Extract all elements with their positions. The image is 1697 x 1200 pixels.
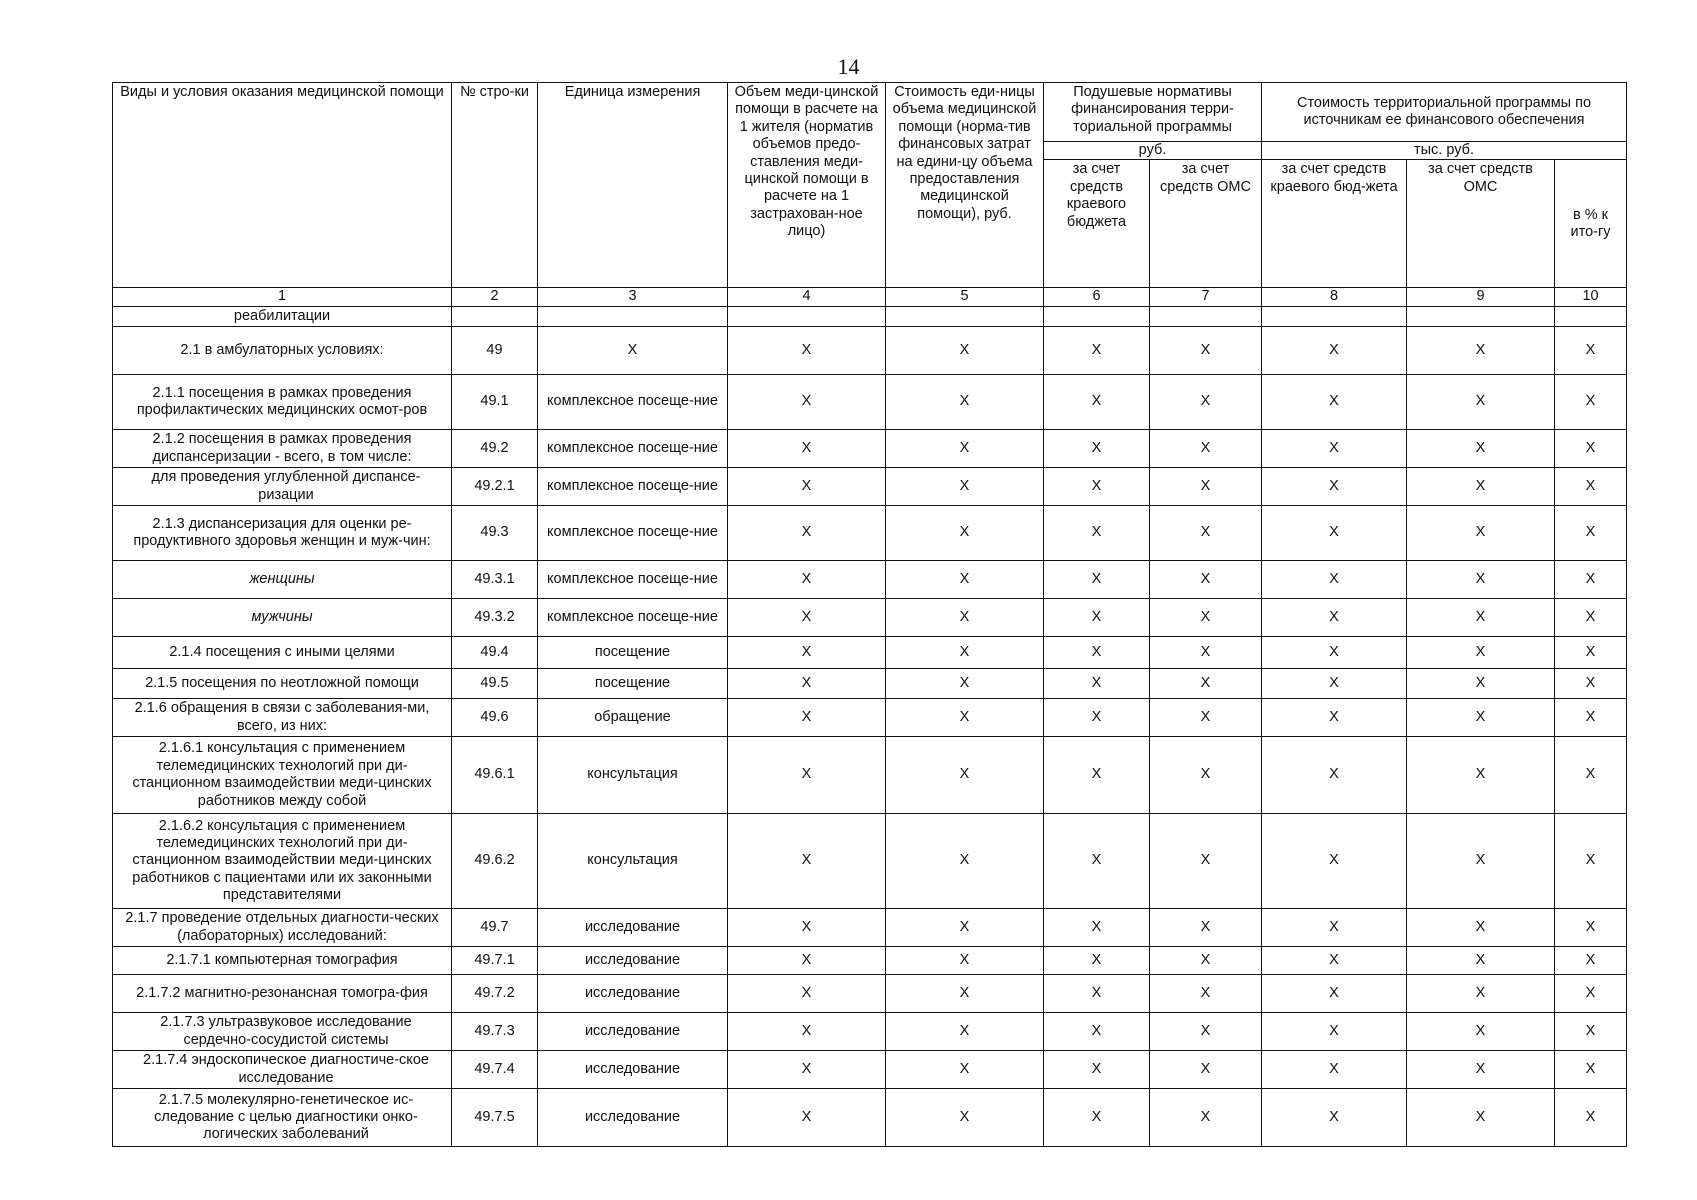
row-line-number <box>452 306 538 326</box>
row-value-cell: Х <box>1262 1051 1407 1089</box>
row-line-number: 49.3.1 <box>452 561 538 599</box>
row-value-cell <box>1407 306 1555 326</box>
column-number: 2 <box>452 288 538 306</box>
row-value-cell: Х <box>1555 947 1627 975</box>
row-value-cell: Х <box>728 599 886 637</box>
row-value-cell: Х <box>1262 327 1407 375</box>
row-unit: комплексное посеще-ние <box>538 561 728 599</box>
row-value-cell <box>1150 306 1262 326</box>
row-value-cell: Х <box>1044 468 1150 506</box>
row-line-number: 49.7.1 <box>452 947 538 975</box>
row-value-cell: Х <box>728 814 886 909</box>
row-value-cell: Х <box>1262 468 1407 506</box>
table-row <box>113 561 1627 599</box>
row-value-cell <box>886 306 1044 326</box>
row-value-cell: Х <box>1044 737 1150 814</box>
row-value-cell: Х <box>1262 1013 1407 1051</box>
row-value-cell: Х <box>1407 561 1555 599</box>
row-unit: исследование <box>538 1013 728 1051</box>
row-value-cell: Х <box>886 909 1044 947</box>
row-value-cell: Х <box>1044 327 1150 375</box>
row-unit: посещение <box>538 637 728 669</box>
row-line-number: 49.3.2 <box>452 599 538 637</box>
row-line-number: 49.7.3 <box>452 1013 538 1051</box>
row-value-cell: Х <box>1044 947 1150 975</box>
row-value-cell: Х <box>1262 375 1407 430</box>
row-value-cell: Х <box>728 637 886 669</box>
row-value-cell: Х <box>728 1013 886 1051</box>
row-value-cell: Х <box>728 1051 886 1089</box>
row-value-cell: Х <box>1150 637 1262 669</box>
row-line-number: 49.1 <box>452 375 538 430</box>
header-volume: Объем меди-цинской помощи в расчете на 1 жителя (норматив объемов предо-ставления меди-цинской помощи в расчете на 1 застрахован-ное лицо) <box>728 83 886 288</box>
row-value-cell: Х <box>886 561 1044 599</box>
table-row <box>113 637 1627 669</box>
row-value-cell: Х <box>1407 1013 1555 1051</box>
row-value-cell: Х <box>1555 814 1627 909</box>
row-value-cell: Х <box>1407 1089 1555 1147</box>
row-care-type: 2.1.7.1 компьютерная томография <box>113 947 452 975</box>
medical-care-cost-table <box>112 82 1627 1147</box>
header-program-cost-group: Стоимость территориальной программы по источникам ее финансового обеспечения <box>1262 83 1627 142</box>
row-value-cell: Х <box>1407 637 1555 669</box>
row-care-type: 2.1.7.2 магнитно-резонансная томогра-фия <box>113 975 452 1013</box>
row-value-cell: Х <box>1555 599 1627 637</box>
row-unit <box>538 306 728 326</box>
row-value-cell: Х <box>1407 1051 1555 1089</box>
header-unit-rub: руб. <box>1044 142 1262 160</box>
row-value-cell: Х <box>1555 1013 1627 1051</box>
row-value-cell: Х <box>1407 327 1555 375</box>
row-line-number: 49.7.4 <box>452 1051 538 1089</box>
row-value-cell: Х <box>1555 669 1627 699</box>
row-care-type: 2.1.4 посещения с иными целями <box>113 637 452 669</box>
header-unit: Единица измерения <box>538 83 728 288</box>
row-value-cell: Х <box>1262 947 1407 975</box>
row-value-cell: Х <box>1150 909 1262 947</box>
row-line-number: 49.2 <box>452 430 538 468</box>
table-row <box>113 737 1627 814</box>
row-value-cell: Х <box>1555 909 1627 947</box>
row-value-cell: Х <box>1555 1089 1627 1147</box>
row-value-cell: Х <box>1555 375 1627 430</box>
column-number: 10 <box>1555 288 1627 306</box>
row-value-cell: Х <box>1262 506 1407 561</box>
column-number: 8 <box>1262 288 1407 306</box>
row-value-cell: Х <box>728 430 886 468</box>
row-unit: исследование <box>538 909 728 947</box>
row-value-cell <box>728 306 886 326</box>
table-row <box>113 669 1627 699</box>
row-unit: комплексное посеще-ние <box>538 599 728 637</box>
header-oms: за счет средств ОМС <box>1150 160 1262 288</box>
row-value-cell: Х <box>886 599 1044 637</box>
row-value-cell: Х <box>728 699 886 737</box>
row-value-cell: Х <box>886 506 1044 561</box>
row-value-cell: Х <box>1555 975 1627 1013</box>
row-value-cell: Х <box>1555 561 1627 599</box>
row-value-cell: Х <box>1407 814 1555 909</box>
row-value-cell: Х <box>886 669 1044 699</box>
row-value-cell: Х <box>886 1089 1044 1147</box>
row-value-cell: Х <box>1150 1013 1262 1051</box>
row-unit: исследование <box>538 975 728 1013</box>
row-value-cell: Х <box>728 468 886 506</box>
row-value-cell: Х <box>1407 468 1555 506</box>
row-care-type: женщины <box>113 561 452 599</box>
row-value-cell: Х <box>886 814 1044 909</box>
row-value-cell: Х <box>1555 737 1627 814</box>
row-value-cell: Х <box>886 737 1044 814</box>
header-unit-cost: Стоимость еди-ницы объема медицинской помощи (норма-тив финансовых затрат на едини-цу объема предоставления медицинской помощи), руб. <box>886 83 1044 288</box>
row-care-type: 2.1.7.4 эндоскопическое диагностиче-ское исследование <box>113 1051 452 1089</box>
row-value-cell: Х <box>1150 375 1262 430</box>
table-row <box>113 699 1627 737</box>
row-value-cell: Х <box>886 975 1044 1013</box>
column-numbers-row <box>113 288 1627 306</box>
row-care-type: 2.1.6.1 консультация с применением телемедицинских технологий при ди-станционном взаимодействии меди-цинских работников между собой <box>113 737 452 814</box>
row-care-type: реабилитации <box>113 306 452 326</box>
column-number: 5 <box>886 288 1044 306</box>
row-value-cell: Х <box>1044 430 1150 468</box>
row-value-cell: Х <box>728 737 886 814</box>
row-value-cell: Х <box>886 637 1044 669</box>
row-value-cell: Х <box>1150 669 1262 699</box>
row-value-cell: Х <box>1407 737 1555 814</box>
row-value-cell: Х <box>1044 1089 1150 1147</box>
row-line-number: 49.7 <box>452 909 538 947</box>
row-unit: комплексное посеще-ние <box>538 506 728 561</box>
row-value-cell: Х <box>1262 737 1407 814</box>
table-row <box>113 506 1627 561</box>
row-value-cell: Х <box>1262 814 1407 909</box>
row-value-cell: Х <box>1262 637 1407 669</box>
row-value-cell: Х <box>1555 327 1627 375</box>
row-value-cell: Х <box>1044 1051 1150 1089</box>
column-number: 9 <box>1407 288 1555 306</box>
row-line-number: 49.2.1 <box>452 468 538 506</box>
row-unit: исследование <box>538 1089 728 1147</box>
row-value-cell: Х <box>1555 430 1627 468</box>
table-row <box>113 1089 1627 1147</box>
row-value-cell: Х <box>1044 669 1150 699</box>
row-value-cell: Х <box>1150 975 1262 1013</box>
header-line-number: № стро-ки <box>452 83 538 288</box>
row-care-type: 2.1.7 проведение отдельных диагности-ческих (лабораторных) исследований: <box>113 909 452 947</box>
row-value-cell: Х <box>886 430 1044 468</box>
row-value-cell: Х <box>1044 599 1150 637</box>
row-care-type: 2.1.3 диспансеризация для оценки ре-продуктивного здоровья женщин и муж-чин: <box>113 506 452 561</box>
table-row <box>113 306 1627 326</box>
row-line-number: 49.3 <box>452 506 538 561</box>
header-unit-thousand-rub: тыс. руб. <box>1262 142 1627 160</box>
row-care-type: 2.1.6 обращения в связи с заболевания-ми, всего, из них: <box>113 699 452 737</box>
table-row <box>113 1013 1627 1051</box>
row-value-cell: Х <box>1407 375 1555 430</box>
row-value-cell: Х <box>886 947 1044 975</box>
row-unit: консультация <box>538 737 728 814</box>
row-line-number: 49.6.2 <box>452 814 538 909</box>
row-line-number: 49.7.2 <box>452 975 538 1013</box>
row-value-cell: Х <box>1044 1013 1150 1051</box>
row-value-cell: Х <box>1150 506 1262 561</box>
row-unit: посещение <box>538 669 728 699</box>
row-value-cell: Х <box>1150 561 1262 599</box>
row-line-number: 49 <box>452 327 538 375</box>
table-row <box>113 599 1627 637</box>
row-value-cell: Х <box>1407 506 1555 561</box>
row-value-cell: Х <box>728 1089 886 1147</box>
page-number: 14 <box>837 54 860 79</box>
row-value-cell: Х <box>1262 430 1407 468</box>
row-unit: Х <box>538 327 728 375</box>
row-value-cell: Х <box>1555 699 1627 737</box>
row-value-cell: Х <box>1150 430 1262 468</box>
row-value-cell: Х <box>1407 599 1555 637</box>
row-value-cell: Х <box>1044 506 1150 561</box>
row-unit: консультация <box>538 814 728 909</box>
row-unit: комплексное посеще-ние <box>538 430 728 468</box>
row-care-type: 2.1.7.5 молекулярно-генетическое ис-следование с целью диагностики онко-логических заболеваний <box>113 1089 452 1147</box>
table-row <box>113 1051 1627 1089</box>
row-care-type: 2.1.5 посещения по неотложной помощи <box>113 669 452 699</box>
row-value-cell: Х <box>728 327 886 375</box>
row-unit: обращение <box>538 699 728 737</box>
row-value-cell: Х <box>728 909 886 947</box>
row-value-cell: Х <box>1407 975 1555 1013</box>
row-value-cell: Х <box>1150 737 1262 814</box>
row-value-cell: Х <box>728 947 886 975</box>
row-care-type: для проведения углубленной диспансе-ризации <box>113 468 452 506</box>
column-number: 3 <box>538 288 728 306</box>
row-value-cell: Х <box>1150 1051 1262 1089</box>
table-row <box>113 468 1627 506</box>
row-unit: комплексное посеще-ние <box>538 468 728 506</box>
table-row <box>113 909 1627 947</box>
row-value-cell: Х <box>1044 814 1150 909</box>
row-value-cell <box>1044 306 1150 326</box>
table-row <box>113 430 1627 468</box>
row-line-number: 49.7.5 <box>452 1089 538 1147</box>
row-value-cell: Х <box>1262 699 1407 737</box>
header-per-capita-group: Подушевые нормативы финансирования терри-ториальной программы <box>1044 83 1262 142</box>
row-care-type: 2.1.1 посещения в рамках проведения профилактических медицинских осмот-ров <box>113 375 452 430</box>
row-line-number: 49.6.1 <box>452 737 538 814</box>
row-value-cell: Х <box>886 327 1044 375</box>
row-value-cell: Х <box>1407 430 1555 468</box>
row-value-cell: Х <box>1262 599 1407 637</box>
row-unit: исследование <box>538 1051 728 1089</box>
row-value-cell: Х <box>886 1051 1044 1089</box>
row-value-cell: Х <box>1044 375 1150 430</box>
row-line-number: 49.5 <box>452 669 538 699</box>
row-line-number: 49.6 <box>452 699 538 737</box>
row-value-cell: Х <box>1407 669 1555 699</box>
row-value-cell: Х <box>1044 561 1150 599</box>
row-value-cell: Х <box>1555 506 1627 561</box>
header-percent-total: в % к ито-гу <box>1555 160 1627 288</box>
row-value-cell: Х <box>1150 814 1262 909</box>
column-number: 4 <box>728 288 886 306</box>
row-value-cell: Х <box>1150 599 1262 637</box>
row-value-cell: Х <box>886 699 1044 737</box>
row-value-cell: Х <box>1262 909 1407 947</box>
row-value-cell: Х <box>1555 637 1627 669</box>
row-value-cell: Х <box>728 375 886 430</box>
row-care-type: 2.1.6.2 консультация с применением телемедицинских технологий при ди-станционном взаимодействии меди-цинских работников с пациентами или их законными представителями <box>113 814 452 909</box>
row-value-cell: Х <box>1150 327 1262 375</box>
table-row <box>113 975 1627 1013</box>
table-row <box>113 327 1627 375</box>
row-value-cell: Х <box>728 669 886 699</box>
table-body <box>113 306 1627 1146</box>
row-value-cell: Х <box>886 375 1044 430</box>
row-value-cell: Х <box>886 1013 1044 1051</box>
row-value-cell: Х <box>1555 468 1627 506</box>
row-care-type: 2.1.2 посещения в рамках проведения диспансеризации - всего, в том числе: <box>113 430 452 468</box>
row-value-cell: Х <box>1150 1089 1262 1147</box>
header-oms-cost: за счет средств ОМС <box>1407 160 1555 288</box>
row-value-cell: Х <box>1150 947 1262 975</box>
row-value-cell: Х <box>1407 947 1555 975</box>
row-value-cell <box>1262 306 1407 326</box>
row-value-cell: Х <box>1407 699 1555 737</box>
row-value-cell: Х <box>728 506 886 561</box>
row-value-cell: Х <box>1150 699 1262 737</box>
table-row <box>113 947 1627 975</box>
row-value-cell: Х <box>1407 909 1555 947</box>
column-number: 7 <box>1150 288 1262 306</box>
row-value-cell: Х <box>1044 699 1150 737</box>
row-value-cell: Х <box>1044 975 1150 1013</box>
row-unit: исследование <box>538 947 728 975</box>
table-row <box>113 814 1627 909</box>
row-value-cell: Х <box>1150 468 1262 506</box>
row-value-cell: Х <box>1044 637 1150 669</box>
header-regional-budget-cost: за счет средств краевого бюд-жета <box>1262 160 1407 288</box>
row-care-type: мужчины <box>113 599 452 637</box>
row-value-cell: Х <box>728 975 886 1013</box>
row-care-type: 2.1.7.3 ультразвуковое исследование сердечно-сосудистой системы <box>113 1013 452 1051</box>
row-value-cell: Х <box>1262 975 1407 1013</box>
row-care-type: 2.1 в амбулаторных условиях: <box>113 327 452 375</box>
row-unit: комплексное посеще-ние <box>538 375 728 430</box>
row-value-cell: Х <box>886 468 1044 506</box>
header-regional-budget: за счет средств краевого бюджета <box>1044 160 1150 288</box>
row-value-cell: Х <box>1262 1089 1407 1147</box>
row-value-cell <box>1555 306 1627 326</box>
row-value-cell: Х <box>1555 1051 1627 1089</box>
column-number: 6 <box>1044 288 1150 306</box>
column-number: 1 <box>113 288 452 306</box>
table-row <box>113 375 1627 430</box>
row-value-cell: Х <box>1044 909 1150 947</box>
row-value-cell: Х <box>1262 669 1407 699</box>
row-value-cell: Х <box>1262 561 1407 599</box>
row-value-cell: Х <box>728 561 886 599</box>
header-care-type: Виды и условия оказания медицинской помощи <box>113 83 452 288</box>
row-line-number: 49.4 <box>452 637 538 669</box>
